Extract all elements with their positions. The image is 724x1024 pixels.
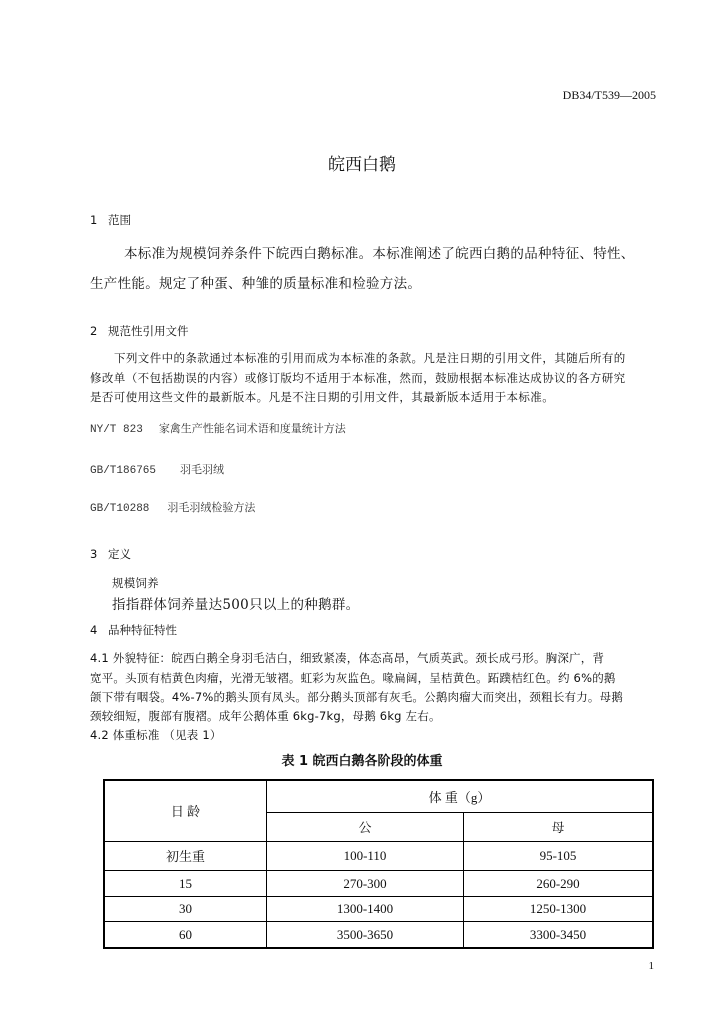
reference-title: 羽毛羽绒 xyxy=(180,463,225,476)
table-row xyxy=(104,922,653,948)
table-cell-female: 95-105 xyxy=(464,841,654,871)
table-header-male: 公 xyxy=(267,812,464,841)
section-1-heading xyxy=(90,212,131,228)
normative-line-3: 是否可使用这些文件的最新版本。凡是不注日期的引用文件，其最新版本适用于本标准。 xyxy=(90,390,555,404)
table-caption: 表 1 皖西白鹅各阶段的体重 xyxy=(281,754,443,769)
section-number: 2 xyxy=(90,324,98,338)
table-cell-age: 30 xyxy=(104,896,267,921)
section-number: 4 xyxy=(90,623,98,637)
definition-term: 规模饲养 xyxy=(112,576,159,590)
document-number: DB34/T539—2005 xyxy=(562,88,656,102)
reference-code: GB/T10288 xyxy=(90,503,150,515)
scope-line-2: 生产性能。规定了种蛋、种雏的质量标准和检验方法。 xyxy=(90,276,422,292)
reference-code: GB/T186765 xyxy=(90,465,157,477)
scope-line-1: 本标准为规模饲养条件下皖西白鹅标准。本标准阐述了皖西白鹅的品种特征、特性、 xyxy=(124,246,635,262)
table-header-weight: 体 重（g） xyxy=(267,780,654,812)
page-number: 1 xyxy=(648,960,654,972)
section-4-heading xyxy=(90,622,177,638)
table-row xyxy=(104,841,653,871)
section-title: 范围 xyxy=(108,213,131,227)
appearance-line-1: 4.1 外貌特征：皖西白鹅全身羽毛洁白，细致紧凑，体态高昂，气质英武。颈长成弓形。胸深广，背 xyxy=(90,651,605,665)
section-title: 规范性引用文件 xyxy=(108,324,189,338)
section-number: 1 xyxy=(90,213,98,227)
appearance-line-3: 颌下带有咽袋。4%-7%的鹅头顶有凤头。部分鹅头顶部有灰毛。公鹅肉瘤大而突出，颈粗长有力。母鹅 xyxy=(90,690,624,704)
reference-title: 家禽生产性能名词术语和度量统计方法 xyxy=(158,422,346,435)
table-header-female: 母 xyxy=(464,812,654,841)
table-header-age: 日 龄 xyxy=(104,780,267,841)
table-cell-male: 3500-3650 xyxy=(267,922,464,948)
table-cell-male: 1300-1400 xyxy=(267,896,464,921)
reference-item xyxy=(90,499,255,515)
section-title: 定义 xyxy=(108,547,131,561)
normative-line-1: 下列文件中的条款通过本标准的引用而成为本标准的条款。凡是注日期的引用文件，其随后所有的 xyxy=(114,351,626,365)
table-row xyxy=(104,871,653,896)
table-cell-age: 15 xyxy=(104,871,267,896)
weight-standard-item: 4.2 体重标准 （见表 1） xyxy=(90,728,222,742)
table-cell-male: 100-110 xyxy=(267,841,464,871)
appearance-line-2: 宽平。头顶有桔黄色肉瘤，光滑无皱褶。虹彩为灰监色。喙扁阔，呈桔黄色。跖蹼桔红色。约 6%的鹅 xyxy=(90,671,616,685)
table-cell-female: 1250-1300 xyxy=(464,896,654,921)
table-row xyxy=(104,896,653,921)
reference-item xyxy=(90,420,346,436)
section-2-heading xyxy=(90,323,189,339)
table-cell-female: 260-290 xyxy=(464,871,654,896)
definition-text: 指指群体饲养量达500只以上的种鹅群。 xyxy=(112,597,360,613)
page-title: 皖西白鹅 xyxy=(328,155,396,175)
weight-table xyxy=(103,779,654,949)
normative-line-2: 修改单（不包括勘误的内容）或修订版均不适用于本标准，然而，鼓励根据本标准达成协议的各方研究 xyxy=(90,371,626,385)
table-cell-age: 初生重 xyxy=(104,841,267,871)
section-3-heading xyxy=(90,546,131,562)
section-number: 3 xyxy=(90,547,98,561)
table-cell-female: 3300-3450 xyxy=(464,922,654,948)
table-cell-age: 60 xyxy=(104,922,267,948)
reference-item xyxy=(90,461,224,477)
table-cell-male: 270-300 xyxy=(267,871,464,896)
section-title: 品种特征特性 xyxy=(108,623,177,637)
reference-code: NY/T 823 xyxy=(90,424,143,436)
appearance-line-4: 颈较细短，腹部有腹褶。成年公鹅体重 6kg-7kg，母鹅 6kg 左右。 xyxy=(90,709,441,723)
reference-title: 羽毛羽绒检验方法 xyxy=(167,501,256,514)
